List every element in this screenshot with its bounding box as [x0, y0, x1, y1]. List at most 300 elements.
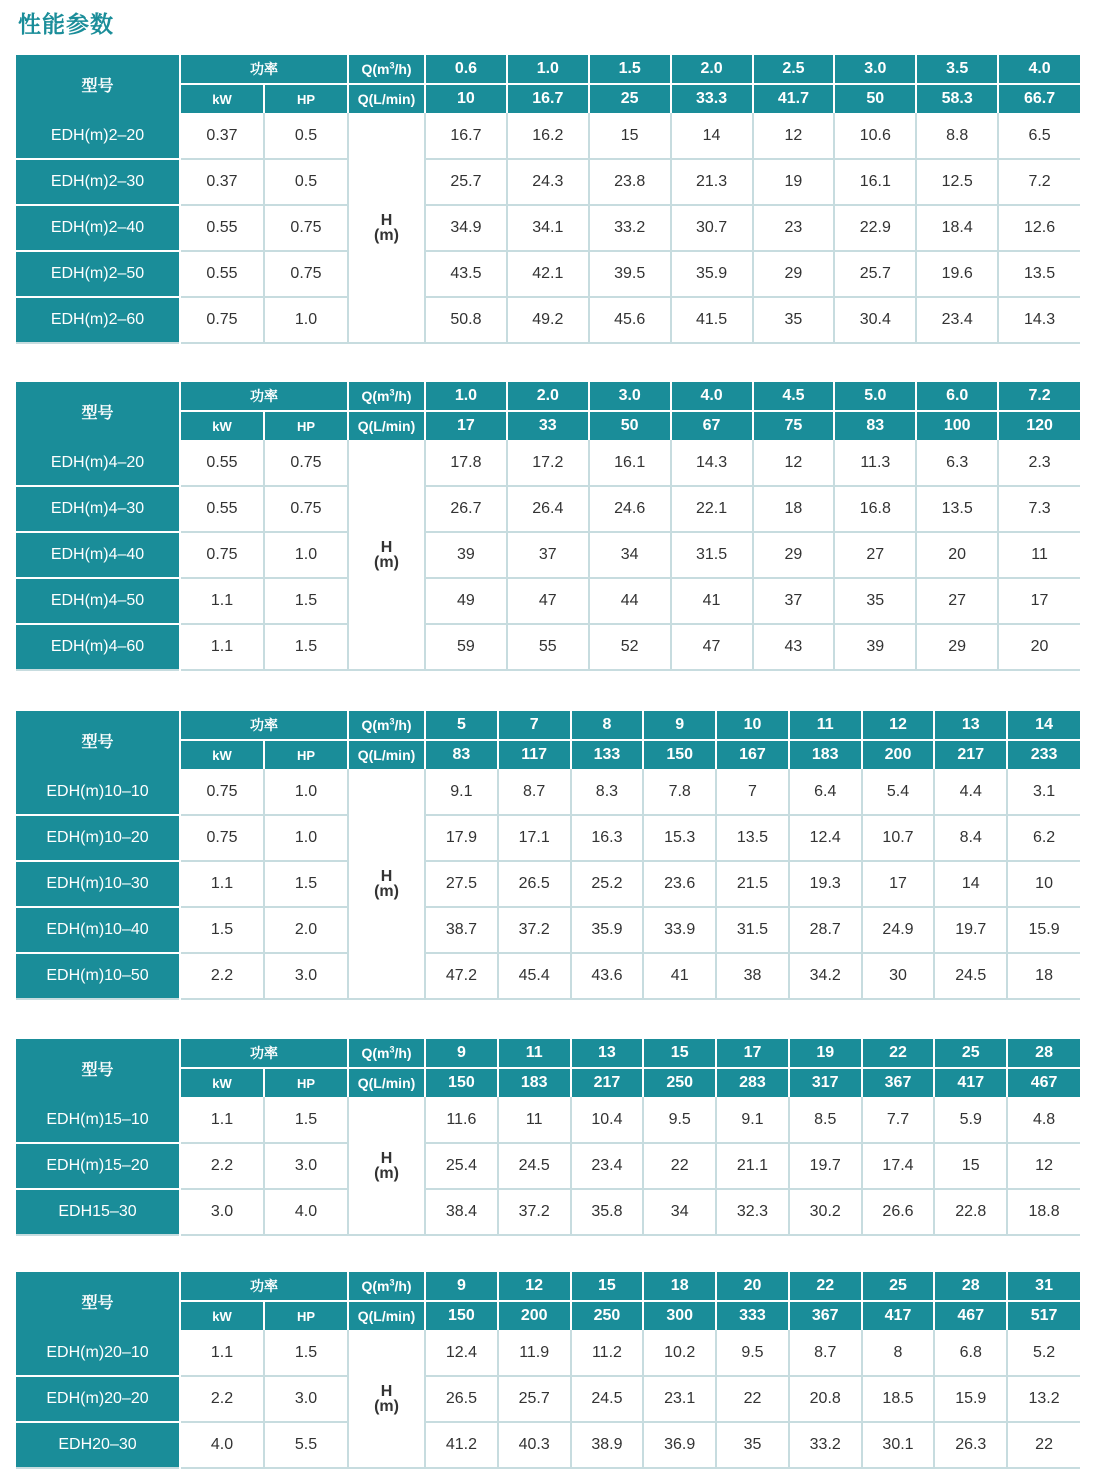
- head-value: 12: [1007, 1143, 1080, 1189]
- model-name: EDH(m)20–20: [16, 1376, 180, 1422]
- head-label-h: H: [380, 211, 393, 229]
- flow-lmin-value: 250: [571, 1301, 644, 1330]
- head-value: 29: [753, 532, 835, 578]
- head-value: 44: [589, 578, 671, 624]
- head-value: 2.3: [1028, 453, 1051, 471]
- power-kw: 1.1: [180, 1330, 264, 1376]
- power-hp: 3.0: [264, 1376, 348, 1422]
- table-row: [16, 251, 1080, 297]
- head-value: 19.7: [934, 907, 1007, 953]
- head-value: 35: [753, 297, 835, 343]
- head-value: 24.9: [862, 907, 935, 953]
- head-value: 25.4: [425, 1143, 498, 1189]
- flow-lmin-value: 367: [789, 1301, 862, 1330]
- head-value: 16.3: [571, 815, 644, 861]
- flow-m3h-value: 28: [1007, 1039, 1080, 1068]
- kw-header: kW: [180, 1301, 264, 1330]
- head-value: 34: [589, 532, 671, 578]
- power-kw: 0.55: [180, 440, 264, 486]
- power-kw: 0.75: [180, 532, 264, 578]
- power-hp: 1.5: [264, 1330, 348, 1376]
- flow-lmin-value: 417: [862, 1301, 935, 1330]
- flow-lmin-value: 16.7: [507, 84, 589, 113]
- head-value: 7.7: [862, 1097, 935, 1143]
- table-row: [16, 861, 1080, 907]
- head-value: 19: [753, 159, 835, 205]
- head-value: 10: [1007, 861, 1080, 907]
- head-value: 7.3: [998, 486, 1080, 532]
- flow-m3h-value: 8: [571, 711, 644, 740]
- power-header: 功率: [180, 1039, 348, 1068]
- flow-m3h-value: 3.5: [916, 55, 998, 84]
- head-value: 16.7: [425, 113, 507, 159]
- q-m3h-suffix: /h): [394, 717, 412, 733]
- head-value: 8.7: [498, 769, 571, 815]
- head-value: 23.6: [643, 861, 716, 907]
- head-value: 33.2: [589, 205, 671, 251]
- table-row: [16, 1422, 1080, 1468]
- head-label-unit: (m): [374, 882, 399, 900]
- flow-lmin-value: 467: [1007, 1068, 1080, 1097]
- model-name: EDH(m)4–60: [16, 624, 180, 670]
- head-value: 8.3: [571, 769, 644, 815]
- hp-header: HP: [264, 411, 348, 440]
- head-label-unit: (m): [374, 1164, 399, 1182]
- power-kw: 1.1: [180, 578, 264, 624]
- q-m3h-prefix: Q(m: [361, 61, 390, 77]
- flow-lmin-value: 417: [934, 1068, 1007, 1097]
- head-value: 22: [643, 1143, 716, 1189]
- flow-lmin-value: 100: [916, 411, 998, 440]
- flow-m3h-label: [348, 1039, 425, 1068]
- head-value: 16.2: [507, 113, 589, 159]
- model-name: EDH(m)15–10: [16, 1097, 180, 1143]
- table-body: [16, 1097, 1080, 1235]
- power-kw: 0.75: [180, 769, 264, 815]
- power-kw: 1.1: [180, 624, 264, 670]
- spec-table: [16, 55, 1080, 344]
- head-value: 12.5: [916, 159, 998, 205]
- flow-lmin-value: 58.3: [916, 84, 998, 113]
- head-value: 25.7: [498, 1376, 571, 1422]
- power-hp: 0.75: [264, 251, 348, 297]
- flow-lmin-value: 150: [425, 1301, 498, 1330]
- table-header: [16, 711, 1080, 769]
- flow-m3h-value: 19: [789, 1039, 862, 1068]
- power-kw: 0.75: [180, 297, 264, 343]
- power-hp: 1.5: [264, 861, 348, 907]
- head-label-h: H: [380, 867, 393, 885]
- spec-table: [16, 1039, 1080, 1236]
- head-value: 7.2: [998, 159, 1080, 205]
- head-value: 40.3: [498, 1422, 571, 1468]
- head-label: [348, 769, 425, 999]
- header-row-flow-m3h: [16, 1272, 1080, 1301]
- q-m3h-sup: 3: [389, 1044, 395, 1055]
- power-hp: 5.5: [264, 1422, 348, 1468]
- flow-lmin-value: 517: [1007, 1301, 1080, 1330]
- head-value: 8.5: [789, 1097, 862, 1143]
- head-value: 45.6: [589, 297, 671, 343]
- head-value: 23.8: [589, 159, 671, 205]
- head-value: 27: [916, 578, 998, 624]
- head-value: 47.2: [425, 953, 498, 999]
- head-value: 13.5: [716, 815, 789, 861]
- flow-m3h-value: 9: [425, 1039, 498, 1068]
- hp-header: HP: [264, 1068, 348, 1097]
- power-kw: 2.2: [180, 1376, 264, 1422]
- power-kw: 2.2: [180, 1143, 264, 1189]
- head-value: 9.1: [716, 1097, 789, 1143]
- flow-m3h-label: [348, 711, 425, 740]
- flow-lmin-value: 133: [571, 740, 644, 769]
- head-label-h: H: [380, 1382, 393, 1400]
- power-hp: 1.5: [264, 578, 348, 624]
- head-value: 30: [862, 953, 935, 999]
- head-value: 5.9: [934, 1097, 1007, 1143]
- power-kw: 2.2: [180, 953, 264, 999]
- model-name: EDH(m)15–20: [16, 1143, 180, 1189]
- head-value: 13.2: [1007, 1376, 1080, 1422]
- table-header: [16, 1272, 1080, 1330]
- head-value: 18: [753, 486, 835, 532]
- head-value: 37: [507, 532, 589, 578]
- q-m3h-prefix: Q(m: [361, 1278, 390, 1294]
- model-name: EDH(m)2–60: [16, 297, 180, 343]
- table-row: [16, 624, 1080, 670]
- spec-table: [16, 711, 1080, 1000]
- header-row-flow-m3h: [16, 1039, 1080, 1068]
- power-hp: 1.5: [264, 1097, 348, 1143]
- head-value: 35.8: [571, 1189, 644, 1235]
- head-value: 8: [862, 1330, 935, 1376]
- flow-m3h-value: 0.6: [425, 55, 507, 84]
- header-row-flow-m3h: [16, 55, 1080, 84]
- q-m3h-sup: 3: [389, 387, 395, 398]
- head-value: 11: [998, 532, 1080, 578]
- head-value: 24.3: [507, 159, 589, 205]
- flow-lmin-value: 17: [425, 411, 507, 440]
- head-value: 15.9: [1007, 907, 1080, 953]
- model-column-header: 型号: [16, 55, 180, 113]
- power-hp: 1.0: [264, 769, 348, 815]
- head-value: 8.8: [916, 113, 998, 159]
- flow-lmin-value: 83: [834, 411, 916, 440]
- head-value: 30.1: [862, 1422, 935, 1468]
- head-value: 29: [916, 624, 998, 670]
- table-row: [16, 486, 1080, 532]
- flow-m3h-value: 22: [789, 1272, 862, 1301]
- flow-m3h-value: 13: [934, 711, 1007, 740]
- model-column-header: 型号: [16, 1039, 180, 1097]
- head-value: 12.4: [789, 815, 862, 861]
- model-name: EDH(m)2–20: [16, 113, 180, 159]
- head-value: 49.2: [507, 297, 589, 343]
- head-label: [348, 1097, 425, 1235]
- flow-m3h-value: 2.0: [671, 55, 753, 84]
- power-hp: 0.5: [264, 113, 348, 159]
- head-value: 4.4: [934, 769, 1007, 815]
- head-value: 42.1: [507, 251, 589, 297]
- head-value: 17.8: [425, 440, 507, 486]
- table-row: [16, 1189, 1080, 1235]
- table-row: [16, 1330, 1080, 1376]
- head-value: 22: [1007, 1422, 1080, 1468]
- flow-m3h-value: 10: [716, 711, 789, 740]
- head-value: 25.2: [571, 861, 644, 907]
- flow-lmin-value: 167: [716, 740, 789, 769]
- model-name: EDH(m)2–50: [16, 251, 180, 297]
- table-row: [16, 1097, 1080, 1143]
- head-value: 24.6: [589, 486, 671, 532]
- head-value: 17.9: [425, 815, 498, 861]
- flow-m3h-value: 28: [934, 1272, 1007, 1301]
- page-title: 性能参数: [18, 12, 114, 38]
- power-hp: 2.0: [264, 907, 348, 953]
- q-m3h-suffix: /h): [394, 388, 412, 404]
- head-value: 22.1: [671, 486, 753, 532]
- flow-lmin-value: 10: [425, 84, 507, 113]
- head-value: 9.5: [643, 1097, 716, 1143]
- head-value: 33.9: [643, 907, 716, 953]
- model-name: EDH(m)4–20: [16, 440, 180, 486]
- head-label-h: H: [380, 1149, 393, 1167]
- head-value: 43.5: [425, 251, 507, 297]
- model-name: EDH15–30: [16, 1189, 180, 1235]
- head-value: 25.7: [425, 159, 507, 205]
- table-row: [16, 205, 1080, 251]
- head-value: 6.8: [934, 1330, 1007, 1376]
- head-value: 19.7: [789, 1143, 862, 1189]
- flow-m3h-value: 11: [789, 711, 862, 740]
- head-value: 9.5: [716, 1330, 789, 1376]
- head-value: 47: [507, 578, 589, 624]
- head-value: 17: [998, 578, 1080, 624]
- flow-lmin-value: 66.7: [998, 84, 1080, 113]
- flow-m3h-value: 2.0: [507, 382, 589, 411]
- flow-m3h-value: 18: [643, 1272, 716, 1301]
- flow-m3h-value: 31: [1007, 1272, 1080, 1301]
- head-value: 41: [671, 578, 753, 624]
- flow-lmin-label: Q(L/min): [348, 740, 425, 769]
- model-name: EDH(m)10–10: [16, 769, 180, 815]
- power-header: 功率: [180, 1272, 348, 1301]
- power-hp: 0.75: [264, 205, 348, 251]
- flow-m3h-value: 11: [498, 1039, 571, 1068]
- head-value: 13.5: [998, 251, 1080, 297]
- power-kw: 0.55: [180, 205, 264, 251]
- head-value: 21.3: [671, 159, 753, 205]
- head-value: 35: [834, 578, 916, 624]
- power-header: 功率: [180, 711, 348, 740]
- head-value: 55: [507, 624, 589, 670]
- power-header: 功率: [180, 55, 348, 84]
- power-hp: 1.0: [264, 815, 348, 861]
- power-kw: 0.37: [180, 113, 264, 159]
- head-value: 22.9: [834, 205, 916, 251]
- power-kw: 0.55: [180, 251, 264, 297]
- head-value: 14.3: [671, 440, 753, 486]
- head-value: 13.5: [916, 486, 998, 532]
- head-value: 41: [643, 953, 716, 999]
- flow-m3h-label: [348, 55, 425, 84]
- head-value: 11.9: [498, 1330, 571, 1376]
- head-value: 27: [834, 532, 916, 578]
- flow-lmin-value: 117: [498, 740, 571, 769]
- table-row: [16, 159, 1080, 205]
- power-kw: 0.37: [180, 159, 264, 205]
- table-body: [16, 440, 1080, 670]
- power-hp: 3.0: [264, 1143, 348, 1189]
- flow-m3h-value: 17: [716, 1039, 789, 1068]
- head-value: 16.1: [834, 159, 916, 205]
- head-value: 36.9: [643, 1422, 716, 1468]
- head-value: 30.7: [671, 205, 753, 251]
- table-row: [16, 113, 1080, 159]
- flow-m3h-value: 4.5: [753, 382, 835, 411]
- head-value: 16.1: [589, 440, 671, 486]
- head-value: 41.5: [671, 297, 753, 343]
- head-value: 6.4: [789, 769, 862, 815]
- table-body: [16, 113, 1080, 343]
- q-m3h-sup: 3: [389, 1277, 395, 1288]
- table-row: [16, 953, 1080, 999]
- head-value: 10.2: [643, 1330, 716, 1376]
- table-row: [16, 297, 1080, 343]
- flow-lmin-value: 33: [507, 411, 589, 440]
- flow-lmin-value: 120: [998, 411, 1080, 440]
- head-value: 10.4: [571, 1097, 644, 1143]
- table-row: [16, 532, 1080, 578]
- model-name: EDH(m)4–50: [16, 578, 180, 624]
- head-value: 5.4: [862, 769, 935, 815]
- q-m3h-suffix: /h): [394, 61, 412, 77]
- head-value: 30.2: [789, 1189, 862, 1235]
- flow-m3h-value: 20: [716, 1272, 789, 1301]
- head-value: 32.3: [716, 1189, 789, 1235]
- head-value: 26.5: [498, 861, 571, 907]
- head-label: [348, 1330, 425, 1468]
- q-m3h-prefix: Q(m: [361, 717, 390, 733]
- head-value: 34.1: [507, 205, 589, 251]
- head-value: 27.5: [425, 861, 498, 907]
- table-body: [16, 1330, 1080, 1468]
- head-label: [348, 113, 425, 343]
- head-value: 31.5: [716, 907, 789, 953]
- q-m3h-sup: 3: [389, 716, 395, 727]
- q-m3h-prefix: Q(m: [361, 388, 390, 404]
- head-value: 23.4: [571, 1143, 644, 1189]
- power-kw: 3.0: [180, 1189, 264, 1235]
- head-value: 9.1: [425, 769, 498, 815]
- model-name: EDH(m)2–30: [16, 159, 180, 205]
- flow-m3h-value: 5: [425, 711, 498, 740]
- flow-m3h-value: 4.0: [671, 382, 753, 411]
- flow-m3h-value: 9: [425, 1272, 498, 1301]
- head-value: 8.7: [789, 1330, 862, 1376]
- head-value: 14: [934, 861, 1007, 907]
- flow-lmin-value: 183: [789, 740, 862, 769]
- head-value: 4.8: [1032, 1110, 1056, 1128]
- head-value: 39: [834, 624, 916, 670]
- table-header: [16, 1039, 1080, 1097]
- head-value: 22.8: [934, 1189, 1007, 1235]
- head-value: 43.6: [571, 953, 644, 999]
- head-value: 24.5: [498, 1143, 571, 1189]
- power-hp: 3.0: [264, 953, 348, 999]
- hp-header: HP: [264, 84, 348, 113]
- head-value: 26.3: [934, 1422, 1007, 1468]
- flow-lmin-value: 75: [753, 411, 835, 440]
- head-value: 37: [753, 578, 835, 624]
- head-value: 11.2: [571, 1330, 644, 1376]
- header-row-flow-m3h: [16, 382, 1080, 411]
- flow-m3h-value: 7: [498, 711, 571, 740]
- head-value: 18: [1007, 953, 1080, 999]
- head-value: 7: [716, 769, 789, 815]
- head-value: 18.4: [916, 205, 998, 251]
- table-row: [16, 578, 1080, 624]
- flow-m3h-value: 6.0: [916, 382, 998, 411]
- power-kw: 1.5: [180, 907, 264, 953]
- flow-lmin-value: 333: [716, 1301, 789, 1330]
- model-name: EDH(m)4–30: [16, 486, 180, 532]
- power-kw: 0.75: [180, 815, 264, 861]
- flow-lmin-value: 183: [498, 1068, 571, 1097]
- flow-m3h-value: 25: [862, 1272, 935, 1301]
- table-row: [16, 769, 1080, 815]
- spec-table: [16, 1272, 1080, 1469]
- head-value: 49: [425, 578, 507, 624]
- head-value: 21.1: [716, 1143, 789, 1189]
- flow-m3h-value: 25: [934, 1039, 1007, 1068]
- head-value: 22: [716, 1376, 789, 1422]
- flow-m3h-value: 1.0: [507, 55, 589, 84]
- spec-table: [16, 382, 1080, 671]
- power-hp: 1.0: [264, 532, 348, 578]
- flow-lmin-value: 83: [425, 740, 498, 769]
- hp-header: HP: [264, 1301, 348, 1330]
- flow-lmin-value: 50: [834, 84, 916, 113]
- flow-lmin-value: 367: [862, 1068, 935, 1097]
- power-kw: 0.55: [180, 486, 264, 532]
- head-value: 47: [671, 624, 753, 670]
- flow-m3h-value: 3.0: [589, 382, 671, 411]
- head-value: 45.4: [498, 953, 571, 999]
- head-value: 17.1: [498, 815, 571, 861]
- head-value: 28.7: [789, 907, 862, 953]
- head-value: 17.2: [507, 440, 589, 486]
- flow-lmin-value: 217: [934, 740, 1007, 769]
- model-column-header: 型号: [16, 1272, 180, 1330]
- power-kw: 1.1: [180, 861, 264, 907]
- flow-lmin-value: 200: [862, 740, 935, 769]
- head-value: 37.2: [498, 907, 571, 953]
- head-value: 10.6: [834, 113, 916, 159]
- head-value: 52: [589, 624, 671, 670]
- head-value: 20.8: [789, 1376, 862, 1422]
- table-body: [16, 769, 1080, 999]
- head-value: 38.9: [571, 1422, 644, 1468]
- head-value: 15.3: [643, 815, 716, 861]
- head-value: 34: [643, 1189, 716, 1235]
- head-value: 11: [498, 1097, 571, 1143]
- head-value: 14: [671, 113, 753, 159]
- head-value: 20: [998, 624, 1080, 670]
- flow-lmin-value: 250: [643, 1068, 716, 1097]
- head-value: 31.5: [671, 532, 753, 578]
- flow-m3h-label: [348, 1272, 425, 1301]
